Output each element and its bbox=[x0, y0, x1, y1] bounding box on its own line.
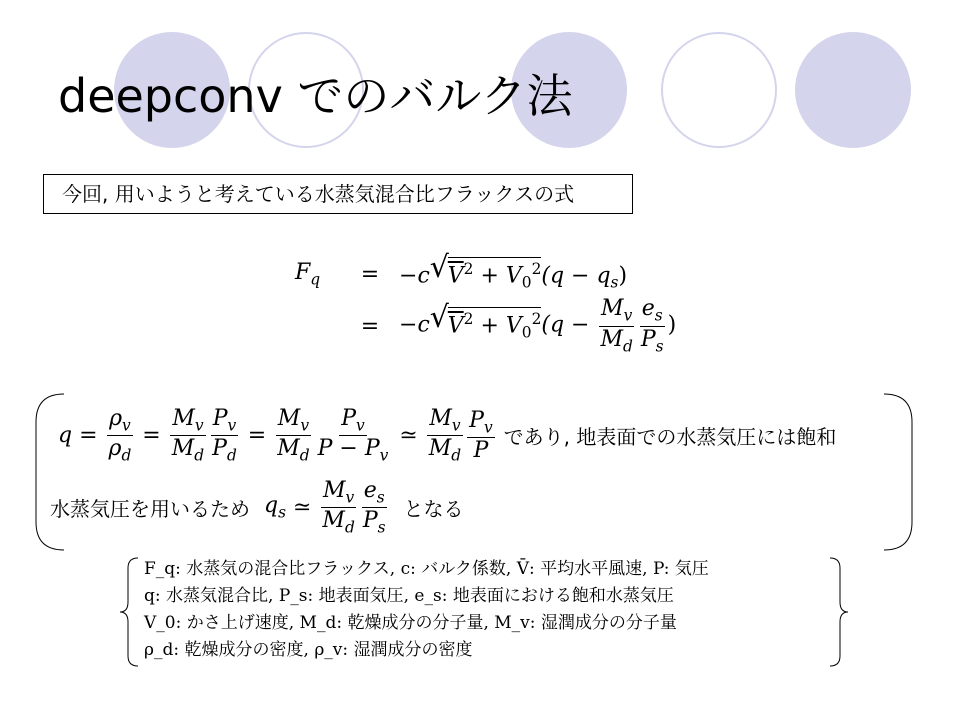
equation-row-2 bbox=[295, 296, 677, 355]
explanation-text-2a: 水蒸気圧を用いるため bbox=[50, 497, 250, 522]
explanation-text-1: であり, 地表面での水蒸気圧には飽和 bbox=[503, 425, 837, 450]
deco-circle-4 bbox=[661, 32, 777, 148]
page-title: deepconv でのバルク法 bbox=[58, 69, 573, 123]
eq-rhs-2: −c √ $V^2 + V_0^2(q$ − $\frac{M_v}{M_d}$ $\frac{e_s}{P_s}$ ) bbox=[399, 296, 677, 355]
eq-relation-2: = bbox=[360, 313, 380, 339]
legend-line-3: V_0: かさ上げ速度, M_d: 乾燥成分の分子量, M_v: 湿潤成分の分子量 bbox=[144, 613, 677, 633]
legend-line-1: F_q: 水蒸気の混合比フラックス, c: バルク係数, V̄: 平均水平風速, P: 気圧 bbox=[144, 559, 709, 579]
flux-equation bbox=[295, 248, 677, 355]
boxed-label: 今回, 用いようと考えている水蒸気混合比フラックスの式 bbox=[43, 174, 633, 214]
eq-rhs-1: −c √ $V^2 + V_0^2(q - q_s)$ bbox=[399, 249, 628, 292]
explanation-line-1: q = $\frac{\rho_v}{\rho_d}$ = $\frac{M_v}{M_d}$ $\frac{P_v}{P_d}$ = $\frac{M_v}{M_d}$ $\frac{P_v}{P - P_v}$ ≃ $\frac{M_v}{M_d}$ $\frac{P_v}{P}$ であり, 地表面での水蒸気圧には飽和 bbox=[58, 406, 837, 465]
eq-relation: = bbox=[360, 261, 380, 287]
explanation-line-2: 水蒸気圧を用いるため $q_s$ ≃ $\frac{M_v}{M_d}$ $\frac{e_s}{P_s}$ となる bbox=[50, 478, 464, 537]
explanation-text-2b: となる bbox=[403, 497, 464, 522]
deco-circle-5 bbox=[795, 32, 911, 148]
variable-legend bbox=[144, 556, 709, 664]
legend-line-2: q: 水蒸気混合比, P_s: 地表面気圧, e_s: 地表面における飽和水蒸気圧 bbox=[144, 586, 674, 606]
equation-row-1 bbox=[295, 248, 676, 300]
legend-line-4: ρ_d: 乾燥成分の密度, ρ_v: 湿潤成分の密度 bbox=[144, 640, 473, 660]
eq-lhs: $F_q$ bbox=[295, 259, 321, 289]
